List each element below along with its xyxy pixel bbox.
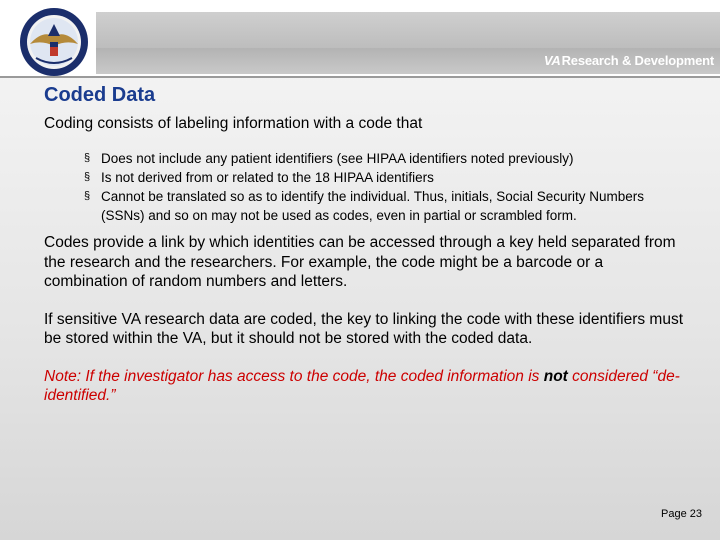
bullet-marker: § [84, 171, 91, 183]
slide-title: Coded Data [44, 84, 156, 106]
bullet-list [44, 149, 684, 225]
va-seal-icon [18, 6, 90, 78]
bullet-item [84, 187, 684, 225]
brand-prefix: VA [543, 53, 561, 68]
bullet-item [84, 168, 684, 187]
note-text [44, 367, 684, 406]
bullet-marker: § [84, 152, 91, 164]
bullet-marker: § [84, 190, 91, 202]
intro-text: Coding consists of labeling information with a code that [44, 115, 423, 132]
paragraph-key-storage: If sensitive VA research data are coded, the key to linking the code with these identifiers must be stored within the VA, but it should not be stored with the coded data. [44, 310, 684, 347]
note-part-1: Note: If the investigator has access to the code, the coded information is [44, 367, 544, 385]
page-number: Page 23 [661, 508, 702, 520]
slide-content [44, 84, 684, 406]
header-divider [0, 76, 720, 78]
bullet-text: Does not include any patient identifiers (see HIPAA identifiers noted previously) [101, 151, 574, 166]
header-bar-top [96, 12, 720, 48]
brand-label [544, 53, 714, 68]
note-part-2: considered “de-identified.” [44, 367, 680, 404]
bullet-item [84, 149, 684, 168]
note-emphasis: not [543, 367, 568, 385]
bullet-text: Cannot be translated so as to identify the individual. Thus, initials, Social Security Numbers (SSNs) and so on may not be used as codes, even in partial or scrambled form. [101, 189, 645, 223]
paragraph-codes: Codes provide a link by which identities can be accessed through a key held separated from the research and the researchers. For example, the code might be a barcode or a combination of random numbers and letters. [44, 234, 676, 290]
bullet-text: Is not derived from or related to the 18 HIPAA identifiers [101, 170, 434, 185]
slide-header [0, 0, 720, 78]
brand-suffix: Research & Development [561, 53, 714, 68]
